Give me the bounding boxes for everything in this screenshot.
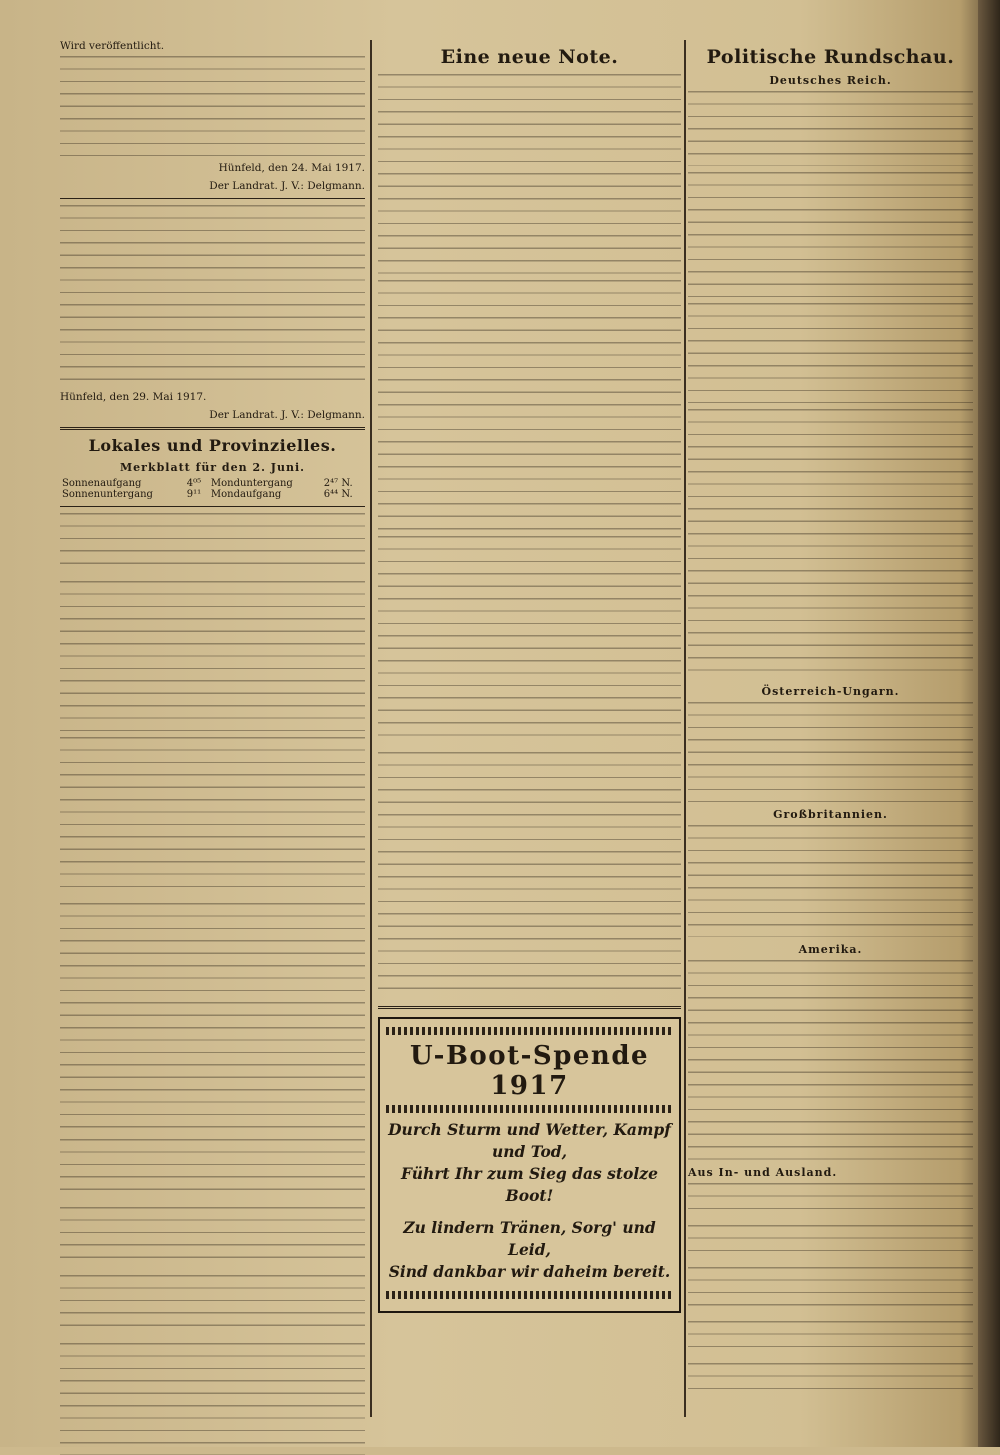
notice-signature: Der Landrat. J. V.: Delgmann. — [209, 409, 365, 422]
notice-date: Hünfeld, den 29. Mai 1917. — [60, 391, 207, 404]
banner-verse-line: Sind dankbar wir daheim bereit. — [388, 1262, 671, 1281]
column-right — [688, 40, 973, 1407]
column-rule — [370, 40, 372, 1417]
almanac-table — [60, 478, 365, 500]
divider — [60, 506, 365, 507]
binding-edge — [978, 0, 1000, 1447]
almanac-cell: 6⁴⁴ N. — [323, 489, 353, 501]
almanac-row — [60, 478, 365, 489]
article-body-paragraph — [378, 752, 681, 932]
section-heading: Großbritannien. — [773, 808, 888, 821]
section-heading: Amerika. — [798, 943, 863, 956]
notice-saatkartoffeln-text — [60, 56, 365, 156]
gedenktage-text — [60, 513, 365, 575]
article-rubenpflanzchen — [60, 581, 365, 731]
banner-verse-line: Zu lindern Tränen, Sorg' und Leid, — [403, 1218, 656, 1259]
article-frankfurt — [60, 1275, 365, 1337]
article-geisa — [60, 1207, 365, 1269]
almanac-cell: Monduntergang — [210, 478, 293, 490]
almanac-row — [60, 489, 365, 500]
divider — [60, 427, 365, 430]
notice-date: Hünfeld, den 24. Mai 1917. — [218, 162, 365, 175]
banner-title: U-Boot-Spende 1917 — [409, 1041, 650, 1101]
almanac-cell: 4⁰⁵ — [186, 478, 202, 490]
ornament-border — [386, 1027, 673, 1035]
column-rule — [684, 40, 686, 1417]
section-heading: Aus In- und Ausland. — [688, 1166, 838, 1179]
article-title: Eine neue Note. — [440, 46, 619, 68]
divider — [378, 1006, 681, 1009]
news-london — [688, 1321, 973, 1357]
almanac-cell: Sonnenaufgang — [62, 478, 142, 490]
divider — [60, 198, 365, 199]
uboot-spende-banner — [378, 1017, 681, 1313]
section-title-politische-rundschau: Politische Rundschau. — [706, 46, 955, 68]
ornament-border — [386, 1291, 673, 1299]
notice-signature: Der Landrat. J. V.: Delgmann. — [209, 180, 365, 193]
notice-wird: Wird veröffentlicht. — [60, 40, 165, 52]
news-basel — [688, 1225, 973, 1261]
article-body-paragraph — [378, 280, 681, 530]
article-paragraph — [688, 172, 973, 297]
article-paragraph — [688, 303, 973, 403]
article-erholungsurlaub — [60, 737, 365, 897]
article-paragraph — [688, 409, 973, 679]
banner-verse-line: Führt Ihr zum Sieg das stolze Boot! — [401, 1164, 658, 1205]
section-heading: Deutsches Reich. — [769, 74, 892, 87]
banner-verse-line: Durch Sturm und Wetter, Kampf und Tod, — [388, 1120, 671, 1161]
article-paragraph — [688, 702, 973, 802]
article-body-paragraph — [378, 536, 681, 746]
ornament-border — [386, 1105, 673, 1113]
merkblatt-heading: Merkblatt für den 2. Juni. — [120, 461, 305, 475]
almanac-cell: Sonnenuntergang — [62, 489, 153, 501]
article-body-paragraph — [378, 74, 681, 274]
column-middle — [378, 40, 681, 1407]
article-paragraph — [688, 91, 973, 166]
notice-polizeiverordnung-text — [60, 205, 365, 385]
article-uboot-spende — [60, 903, 365, 1133]
news-wien — [688, 1183, 973, 1219]
article-paragraph — [688, 960, 973, 1160]
almanac-cell: Mondaufgang — [210, 489, 282, 501]
column-left — [60, 40, 365, 1407]
almanac-cell: 2⁴⁷ N. — [323, 478, 353, 490]
article-paragraph — [688, 825, 973, 937]
news-montreal — [688, 1363, 973, 1399]
section-title-lokales: Lokales und Provinzielles. — [88, 436, 337, 456]
article-rhoen — [60, 1139, 365, 1201]
article-main — [60, 1343, 365, 1455]
news-paris — [688, 1267, 973, 1315]
article-body-paragraph — [378, 938, 681, 1000]
almanac-cell: 9¹¹ — [186, 489, 202, 501]
section-heading: Österreich-Ungarn. — [761, 685, 900, 698]
